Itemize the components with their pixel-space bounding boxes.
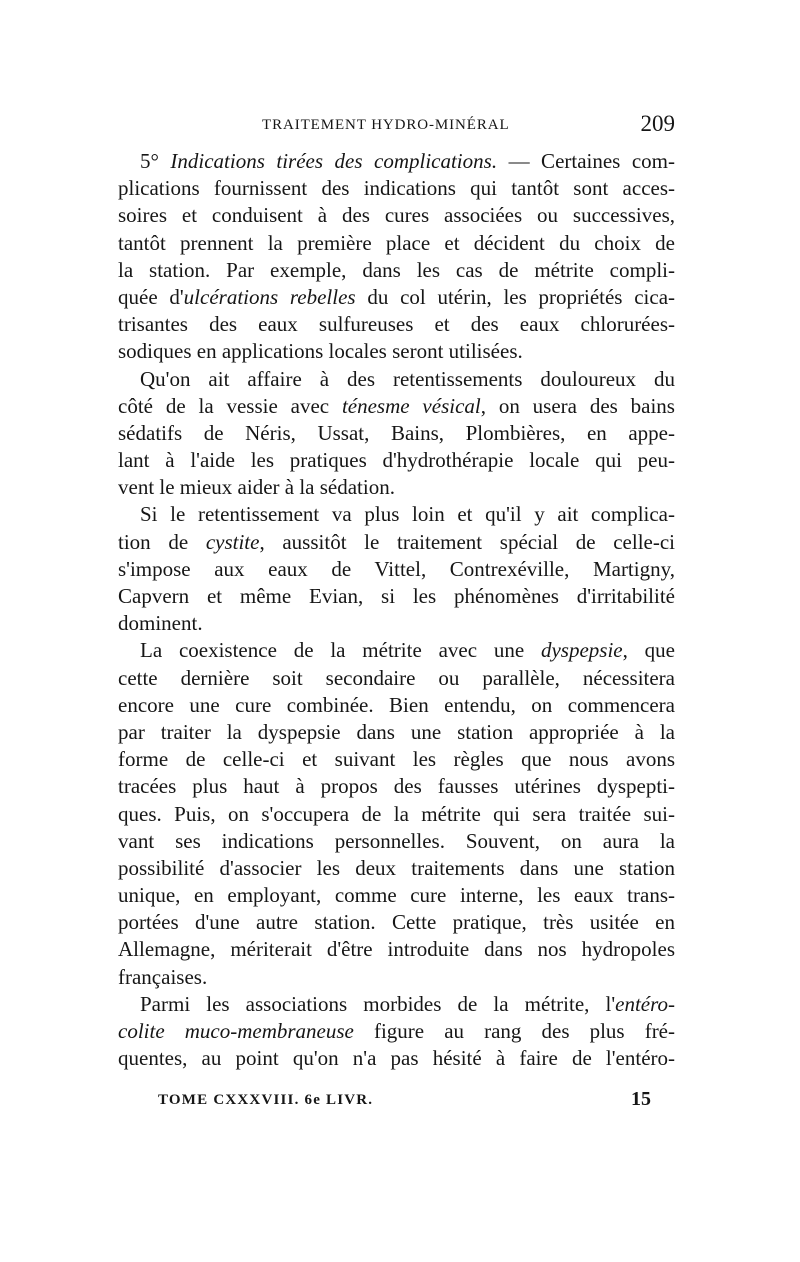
text-line: plications fournissent des indications qui tantôt sont acces- <box>118 176 675 201</box>
sheet-number: 15 <box>631 1088 651 1110</box>
text-line: Capvern et même Evian, si les phénomènes d'irritabilité <box>118 584 675 608</box>
text-line: la station. Par exemple, dans les cas de métrite compli- <box>118 257 675 282</box>
text-line: Allemagne, mériterait d'être introduite dans nos hydropoles <box>118 937 675 962</box>
text-line: sédatifs de Néris, Ussat, Bains, Plombières, en appe- <box>118 420 675 445</box>
text-line: dominent. <box>118 611 203 636</box>
text-line: cette dernière soit secondaire ou parallèle, nécessitera <box>118 665 675 690</box>
text-line: Si le retentissement va plus loin et qu'il y ait complica- <box>140 502 675 527</box>
text-line: vent le mieux aider à la sédation. <box>118 475 395 500</box>
text-line: tion de cystite, aussitôt le traitement spécial de celle-ci <box>118 529 675 554</box>
text-line: françaises. <box>118 964 208 989</box>
text-line: Parmi les associations morbides de la métrite, l'entéro- <box>140 991 675 1016</box>
text-line: unique, en employant, comme cure interne, les eaux trans- <box>118 883 675 908</box>
text-line: colite muco-membraneuse figure au rang des plus fré- <box>118 1019 675 1043</box>
page-footer <box>118 1088 675 1116</box>
text-line: sodiques en applications locales seront utilisées. <box>118 339 523 364</box>
text-line: vant ses indications personnelles. Souvent, on aura la <box>118 828 675 853</box>
text-line: côté de la vessie avec ténesme vésical, on usera des bains <box>118 393 675 418</box>
text-line: encore une cure combinée. Bien entendu, on commencera <box>118 692 675 717</box>
text-line: portées d'une autre station. Cette pratique, très usitée en <box>118 910 675 935</box>
text-line: ques. Puis, on s'occupera de la métrite qui sera traitée sui- <box>118 801 675 826</box>
text-line: quée d'ulcérations rebelles du col utérin, les propriétés cica- <box>118 284 676 309</box>
body-text <box>118 148 675 1072</box>
page-header <box>118 111 675 143</box>
text-line: trisantes des eaux sulfureuses et des eaux chlorurées- <box>118 312 675 337</box>
text-line: Qu'on ait affaire à des retentissements douloureux du <box>140 366 675 391</box>
running-title: TRAITEMENT HYDRO-MINÉRAL <box>262 117 510 133</box>
text-line: tantôt prennent la première place et décident du choix de <box>118 230 675 255</box>
text-line: 5° Indications tirées des complications. — Certaines com- <box>140 149 675 173</box>
text-line: La coexistence de la métrite avec une dyspepsie, que <box>140 638 676 663</box>
text-line: soires et conduisent à des cures associées ou successives, <box>118 203 675 228</box>
signature-mark: TOME CXXXVIII. 6e LIVR. <box>158 1092 374 1108</box>
text-line: forme de celle-ci et suivant les règles que nous avons <box>118 747 675 772</box>
page-number: 209 <box>640 111 675 136</box>
text-line: s'impose aux eaux de Vittel, Contrexéville, Martigny, <box>118 556 675 581</box>
text-line: tracées plus haut à propos des fausses utérines dyspepti- <box>118 774 675 799</box>
text-line: quentes, au point qu'on n'a pas hésité à faire de l'entéro- <box>118 1046 675 1071</box>
text-line: lant à l'aide les pratiques d'hydrothérapie locale qui peu- <box>118 448 675 473</box>
text-line: par traiter la dyspepsie dans une station appropriée à la <box>118 719 675 744</box>
text-line: possibilité d'associer les deux traitements dans une station <box>118 855 675 880</box>
